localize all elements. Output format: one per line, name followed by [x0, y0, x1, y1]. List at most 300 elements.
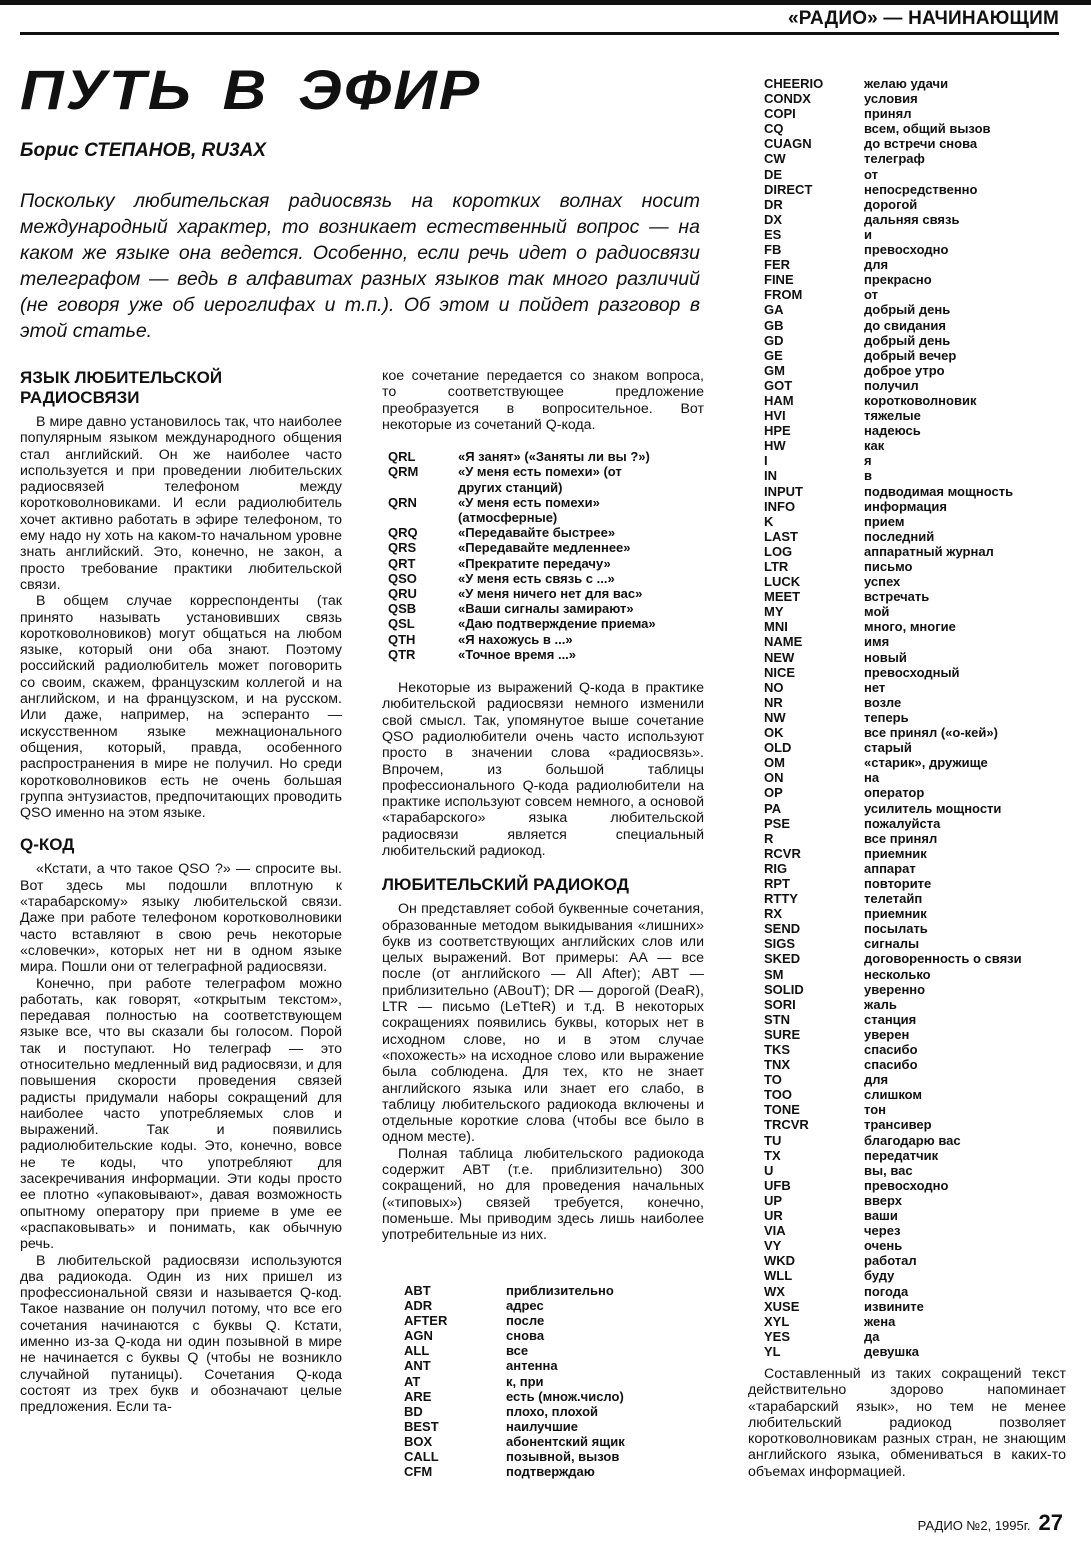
q-code: QRU [388, 586, 417, 602]
abbreviation-code: RIG [764, 860, 788, 876]
abbreviation-meaning: антенна [506, 1358, 558, 1374]
abbreviation-code: OM [764, 755, 785, 771]
abbreviation-meaning: девушка [864, 1343, 919, 1359]
paragraph: В любительской радиосвязи используются два радиокода. Один из них пришел из профессиональной связи и называется Q-код. Такое название он получил потому, что все его сочетания начинаются с буквы Q. Кстати, именно из-за Q-кода ни один позывной в мире не начинается с буквы Q (чтобы не возникло случайной путаницы). Сочетания Q-кода состоят из трех букв и обозначают целые предложения. Если та- [20, 1252, 342, 1416]
abbreviation-code: LOG [764, 543, 793, 559]
abbreviation-row [764, 1344, 1064, 1359]
abbreviation-meaning: условия [864, 91, 918, 107]
abbreviation-row [764, 1299, 1064, 1314]
abbreviation-row [764, 453, 1064, 468]
abbreviation-row [404, 1389, 704, 1404]
q-code-row [388, 464, 704, 494]
abbreviation-row [764, 393, 1064, 408]
abbreviation-code: TNX [764, 1057, 790, 1073]
abbreviation-row [764, 348, 1064, 363]
q-code: QRN [388, 494, 417, 510]
abbreviation-code: INPUT [764, 483, 803, 499]
abbreviation-row [764, 468, 1064, 483]
q-code: QRT [388, 555, 416, 571]
abbreviation-meaning: до встречи снова [864, 136, 978, 152]
abbreviation-code: FROM [764, 287, 803, 303]
abbreviation-row [764, 982, 1064, 997]
abbreviation-row [764, 785, 1064, 800]
abbreviation-code: HVI [764, 408, 786, 424]
abbreviation-row [764, 1148, 1064, 1163]
q-code-row [388, 449, 704, 464]
abbreviation-code: GA [764, 302, 784, 318]
abbreviation-code: TRCVR [764, 1117, 809, 1133]
abbreviation-meaning: адрес [506, 1298, 544, 1314]
abbreviation-code: GB [764, 317, 784, 333]
abbreviation-row [764, 212, 1064, 227]
abbreviation-code: SORI [764, 996, 796, 1012]
abbreviation-row [764, 665, 1064, 680]
q-meaning: «Передавайте медленнее» [458, 540, 631, 556]
abbreviation-row [764, 1193, 1064, 1208]
abbreviation-meaning: от [864, 287, 878, 303]
abbreviation-code: MNI [764, 619, 788, 635]
abbreviation-row [764, 106, 1064, 121]
abbreviation-row [764, 559, 1064, 574]
q-meaning: «Я нахожусь в ...» [458, 631, 573, 647]
abbreviation-code: TONE [764, 1102, 800, 1118]
abbreviation-row [764, 484, 1064, 499]
abbreviation-code: U [764, 1162, 774, 1178]
abbreviation-code: K [764, 513, 774, 529]
abbreviation-meaning: благодарю вас [864, 1132, 961, 1148]
q-code: QRM [388, 464, 419, 480]
q-meaning: «Я занят» («Заняты ли вы ?») [458, 449, 650, 465]
column-1 [20, 368, 342, 1416]
q-code-row [388, 495, 704, 525]
abbreviation-meaning: письмо [864, 559, 913, 574]
abbreviation-code: XYL [764, 1313, 790, 1329]
abbreviation-code: PSE [764, 815, 791, 831]
abbreviation-code: ANT [404, 1358, 431, 1374]
abbreviation-meaning: надеюсь [864, 423, 921, 439]
abbreviation-meaning: есть (множ.число) [506, 1388, 624, 1404]
abbreviation-code: NR [764, 694, 783, 710]
abbreviation-meaning: пожалуйста [864, 815, 941, 831]
abbreviation-meaning: сигналы [864, 936, 920, 952]
abbreviation-meaning: старый [864, 740, 912, 756]
abbreviation-table-part-2 [764, 76, 1064, 1359]
abbreviation-code: TO [764, 1072, 782, 1088]
abbreviation-meaning: все принял («о-кей») [864, 725, 998, 741]
abbreviation-meaning: дорогой [864, 196, 918, 212]
abbreviation-row [404, 1449, 704, 1464]
article-lead: Поскольку любительская радиосвязь на коротких волнах носит международный характер, то возникает естественный вопрос — на каком же языке она ведется. Особенно, если речь идет о радиосвязи телеграфом — ведь в алфавитах разных языков так много различий (не говоря уже об иероглифах и т.п.). Об этом и пойдет разговор в этой статье. [20, 190, 700, 342]
column-3-conclusion [748, 1366, 1066, 1480]
abbreviation-row [764, 1284, 1064, 1299]
abbreviation-meaning: оператор [864, 785, 925, 801]
abbreviation-code: FINE [764, 272, 794, 288]
abbreviation-code: WX [764, 1283, 785, 1299]
abbreviation-row [764, 1117, 1064, 1132]
abbreviation-code: OK [764, 725, 784, 741]
abbreviation-code: HPE [764, 423, 791, 439]
abbreviation-code: SIGS [764, 936, 796, 952]
paragraph: В мире давно установилось так, что наиболее популярным языком международного общения стал английский. Он же наиболее часто используется и при проведении любительских радиосвязей телефоном между коротковолновиками. И если радиолюбитель хочет активно работать в эфире телефоном, то ему надо ну хоть на каком-то начальном уровне знать английский. Это, конечно, не закон, а просто требование практики любительской связи. [20, 414, 342, 593]
abbreviation-code: PA [764, 800, 782, 816]
q-code-row [388, 540, 704, 555]
paragraph: Он представляет собой буквенные сочетания, образованные методом выкидывания «лишних» букв из соответствующих английских слов или целых выражений. Вот примеры: AA — все после (от английского — All After); ABT — приблизительно (ABouT); DR — дорогой (DeaR), LTR — письмо (LeTteR) и т.д. В некоторых сокращениях появились буквы, которых нет в исходном слове, но и в этом случае «похожесть» на исходное слово или выражение была соблюдена. Для тех, кто не знает английского языка или знает его слабо, в таблицу любительского радиокода включены и отдельные короткие слова (чтобы все было в одном месте). [382, 901, 704, 1146]
paragraph: «Кстати, а что такое QSO ?» — спросите вы. Вот здесь мы подошли вплотную к «тарабарскому» языку любительской связи. Даже при работе телефоном коротковолновики часто вставляют в свою речь некоторые «словечки», которых нет ни в одном языке мира. Пошли они от телеграфной радиосвязи. [20, 861, 342, 976]
q-meaning: «Передавайте быстрее» [458, 525, 616, 541]
abbreviation-row [764, 227, 1064, 242]
q-code: QRL [388, 449, 416, 465]
q-code-row [388, 556, 704, 571]
abbreviation-row [764, 91, 1064, 106]
q-code-row [388, 616, 704, 631]
abbreviation-meaning: добрый день [864, 332, 951, 348]
paragraph: В общем случае корреспонденты (так принято называть установивших связь коротковолновиков) могут общаться на любом языке, который они оба знают. Поэтому российский радиолюбитель может поговорить со своим, скажем, французским коллегой и на английском, и на французском, и на русском. Или даже, например, на эсперанто — искусственном языке межнационального общения, который, правда, особенного распространения в мире не получил. Но среди коротковолновиков есть не очень большая группа энтузиастов, предпочитающих проводить QSO именно на этом языке. [20, 593, 342, 822]
abbreviation-row [764, 272, 1064, 287]
abbreviation-code: SM [764, 966, 784, 982]
abbreviation-row [404, 1404, 704, 1419]
abbreviation-row [764, 514, 1064, 529]
abbreviation-meaning: работал [864, 1253, 917, 1269]
section-heading-q-code: Q-КОД [20, 835, 75, 855]
abbreviation-row [764, 182, 1064, 197]
abbreviation-code: CHEERIO [764, 76, 824, 91]
q-code: QRQ [388, 525, 418, 541]
abbreviation-code: YES [764, 1328, 791, 1344]
abbreviation-row [764, 1238, 1064, 1253]
abbreviation-code: DR [764, 196, 783, 212]
abbreviation-row [764, 1012, 1064, 1027]
abbreviation-meaning: договоренность о связи [864, 951, 1022, 967]
abbreviation-row [764, 876, 1064, 891]
abbreviation-meaning: извините [864, 1298, 924, 1314]
abbreviation-code: OP [764, 785, 783, 801]
abbreviation-meaning: усилитель мощности [864, 800, 1002, 816]
abbreviation-code: BD [404, 1403, 423, 1419]
abbreviation-code: GM [764, 362, 785, 378]
abbreviation-meaning: прекрасно [864, 272, 932, 288]
q-code-row [388, 632, 704, 647]
abbreviation-meaning: добрый вечер [864, 347, 957, 363]
abbreviation-meaning: абонентский ящик [506, 1433, 625, 1449]
abbreviation-code: CFM [404, 1464, 433, 1480]
abbreviation-code: NEW [764, 649, 795, 665]
abbreviation-row [764, 1057, 1064, 1072]
abbreviation-code: AGN [404, 1328, 433, 1344]
abbreviation-code: AFTER [404, 1313, 448, 1329]
abbreviation-row [764, 151, 1064, 166]
abbreviation-row [404, 1434, 704, 1449]
paragraph: кое сочетание передается со знаком вопроса, то соответствующее предложение преобразуется в вопросительное. Вот некоторые из сочетаний Q-кода. [382, 368, 704, 433]
abbreviation-meaning: последний [864, 528, 935, 544]
q-code: QSO [388, 570, 417, 586]
abbreviation-meaning: подтверждаю [506, 1464, 595, 1480]
abbreviation-code: GE [764, 347, 783, 363]
abbreviation-row [764, 1163, 1064, 1178]
abbreviation-row [764, 951, 1064, 966]
abbreviation-meaning: для [864, 1072, 889, 1088]
abbreviation-row [764, 695, 1064, 710]
abbreviation-code: VIA [764, 1223, 786, 1239]
abbreviation-row [764, 891, 1064, 906]
abbreviation-row [764, 831, 1064, 846]
abbreviation-row [764, 710, 1064, 725]
abbreviation-meaning: всем, общий вызов [864, 121, 991, 137]
abbreviation-row [764, 906, 1064, 921]
abbreviation-row [764, 1133, 1064, 1148]
abbreviation-code: STN [764, 1011, 790, 1027]
abbreviation-code: VY [764, 1238, 782, 1254]
q-code-table [388, 449, 704, 662]
abbreviation-code: UP [764, 1192, 783, 1208]
paragraph: Составленный из таких сокращений текст действительно здорово напоминает «тарабарский язык», но тем не менее любительский радиокод позволяет коротковолновикам разных стран, не знающим английского языка, обмениваться в каких-то объемах информацией. [748, 1366, 1066, 1480]
abbreviation-meaning: слишком [864, 1087, 923, 1103]
abbreviation-row [764, 619, 1064, 634]
section-rubric: «РАДИО» — НАЧИНАЮЩИМ [788, 8, 1059, 29]
abbreviation-meaning: встречать [864, 589, 930, 605]
page-number: 27 [1038, 1510, 1063, 1535]
abbreviation-code: COPI [764, 106, 796, 122]
abbreviation-code: CONDX [764, 91, 811, 107]
abbreviation-code: IN [764, 468, 777, 484]
abbreviation-row [764, 1268, 1064, 1283]
abbreviation-code: TOO [764, 1087, 792, 1103]
abbreviation-row [764, 770, 1064, 785]
abbreviation-meaning: ваши [864, 1208, 898, 1224]
abbreviation-row [764, 136, 1064, 151]
q-code: QSL [388, 616, 415, 632]
abbreviation-meaning: да [864, 1328, 880, 1344]
abbreviation-code: LAST [764, 528, 798, 544]
abbreviation-meaning: на [864, 770, 880, 786]
abbreviation-code: UR [764, 1208, 783, 1224]
abbreviation-meaning: аппарат [864, 860, 916, 876]
abbreviation-row [404, 1343, 704, 1358]
q-code-row [388, 647, 704, 662]
abbreviation-meaning: снова [506, 1328, 545, 1344]
abbreviation-row [764, 363, 1064, 378]
q-meaning: «Прекратите передачу» [458, 555, 611, 571]
abbreviation-row [764, 423, 1064, 438]
abbreviation-row [764, 650, 1064, 665]
abbreviation-meaning: тяжелые [864, 408, 921, 424]
abbreviation-row [764, 861, 1064, 876]
abbreviation-code: R [764, 830, 774, 846]
abbreviation-meaning: все принял [864, 830, 938, 846]
abbreviation-code: LUCK [764, 574, 801, 590]
q-meaning: «У меня есть помехи» (от других станций) [458, 464, 622, 495]
abbreviation-row [764, 333, 1064, 348]
abbreviation-meaning: передатчик [864, 1147, 939, 1163]
abbreviation-code: INFO [764, 498, 796, 514]
abbreviation-code: CQ [764, 121, 784, 137]
q-meaning: «Точное время ...» [458, 646, 577, 662]
abbreviation-meaning: нет [864, 679, 886, 695]
abbreviation-row [764, 967, 1064, 982]
abbreviation-code: DIRECT [764, 181, 813, 197]
abbreviation-row [764, 1102, 1064, 1117]
abbreviation-meaning: спасибо [864, 1042, 918, 1057]
abbreviation-meaning: все [506, 1343, 529, 1359]
abbreviation-row [764, 1042, 1064, 1057]
abbreviation-meaning: успех [864, 574, 901, 590]
abbreviation-meaning: мой [864, 604, 890, 620]
abbreviation-code: OLD [764, 740, 792, 756]
abbreviation-meaning: непосредственно [864, 181, 978, 197]
abbreviation-row [764, 529, 1064, 544]
page-footer [918, 1510, 1063, 1536]
abbreviation-code: NAME [764, 634, 803, 650]
abbreviation-row [764, 499, 1064, 514]
q-meaning: «У меня есть помехи» (атмосферные) [458, 494, 600, 525]
issue-label: РАДИО №2, 1995г. [917, 1518, 1031, 1533]
abbreviation-code: GD [764, 332, 784, 348]
abbreviation-meaning: буду [864, 1268, 895, 1284]
abbreviation-meaning: возле [864, 694, 902, 710]
abbreviation-code: ES [764, 226, 782, 242]
abbreviation-row [404, 1419, 704, 1434]
abbreviation-code: CW [764, 151, 786, 167]
abbreviation-meaning: превосходный [864, 664, 960, 680]
abbreviation-meaning: и [864, 226, 872, 242]
abbreviation-meaning: позывной, вызов [506, 1449, 620, 1465]
abbreviation-meaning: от [864, 166, 878, 182]
abbreviation-meaning: к, при [506, 1373, 544, 1389]
abbreviation-row [764, 121, 1064, 136]
abbreviation-code: I [764, 453, 768, 469]
abbreviation-row [764, 287, 1064, 302]
abbreviation-code: ON [764, 770, 784, 786]
abbreviation-code: ALL [404, 1343, 430, 1359]
abbreviation-meaning: через [864, 1223, 901, 1239]
abbreviation-row [764, 1329, 1064, 1344]
abbreviation-code: NO [764, 679, 784, 695]
rubric-rule [20, 32, 1059, 35]
abbreviation-meaning: информация [864, 498, 948, 514]
abbreviation-meaning: после [506, 1313, 545, 1329]
abbreviation-code: RCVR [764, 845, 801, 861]
abbreviation-code: YL [764, 1343, 781, 1359]
abbreviation-row [764, 1087, 1064, 1102]
abbreviation-row [764, 816, 1064, 831]
abbreviation-meaning: для [864, 257, 889, 273]
abbreviation-row [764, 76, 1064, 91]
abbreviation-code: HW [764, 438, 786, 454]
abbreviation-row [764, 680, 1064, 695]
article-title: ПУТЬ В ЭФИР [20, 58, 482, 121]
abbreviation-meaning: очень [864, 1238, 903, 1254]
abbreviation-meaning: вверх [864, 1192, 903, 1208]
abbreviation-meaning: уверен [864, 1026, 910, 1042]
q-code-row [388, 525, 704, 540]
q-meaning: «Даю подтверждение приема» [458, 616, 656, 632]
abbreviation-row [764, 997, 1064, 1012]
abbreviation-code: RTTY [764, 891, 798, 907]
abbreviation-meaning: плохо, плохой [506, 1403, 599, 1419]
abbreviation-row [764, 302, 1064, 317]
paragraph: Некоторые из выражений Q-кода в практике любительской радиосвязи немного изменили свой смысл. Так, упомянутое выше сочетание QSO радиолюбители очень часто используют просто в значении слова «радиосвязь». Впрочем, из большой таблицы профессионального Q-кода радиолюбители на практике используют совсем немного, а основой «тарабарского» языка любительской радиосвязи является специальный любительский радиокод. [382, 680, 704, 859]
abbreviation-code: TU [764, 1132, 782, 1148]
abbreviation-row [764, 1253, 1064, 1268]
abbreviation-code: RX [764, 906, 783, 922]
paragraph: Полная таблица любительского радиокода содержит ABT (т.е. приблизительно) 300 сокращений, но для проведения начальных («типовых») связей требуется, конечно, поменьше. Мы приводим здесь лишь наиболее употребительные из них. [382, 1145, 704, 1244]
abbreviation-meaning: тон [864, 1102, 886, 1118]
abbreviation-row [764, 197, 1064, 212]
abbreviation-meaning: погода [864, 1283, 909, 1299]
abbreviation-code: SOLID [764, 981, 804, 997]
abbreviation-code: SEND [764, 921, 801, 937]
abbreviation-row [764, 725, 1064, 740]
abbreviation-code: BEST [404, 1418, 439, 1434]
abbreviation-meaning: добрый день [864, 302, 951, 318]
abbreviation-row [764, 801, 1064, 816]
abbreviation-code: HAM [764, 392, 794, 408]
abbreviation-meaning: получил [864, 377, 919, 393]
abbreviation-meaning: до свидания [864, 317, 946, 333]
abbreviation-meaning: я [864, 453, 872, 469]
abbreviation-meaning: повторите [864, 875, 932, 891]
q-code: QTR [388, 646, 416, 662]
abbreviation-row [764, 257, 1064, 272]
abbreviation-code: WKD [764, 1253, 796, 1269]
abbreviation-code: ADR [404, 1298, 433, 1314]
abbreviation-row [404, 1328, 704, 1343]
abbreviation-row [764, 574, 1064, 589]
abbreviation-row [764, 378, 1064, 393]
abbreviation-code: NICE [764, 664, 796, 680]
abbreviation-row [764, 318, 1064, 333]
section-heading-language: ЯЗЫК ЛЮБИТЕЛЬСКОЙ РАДИОСВЯЗИ [20, 368, 223, 407]
paragraph: Конечно, при работе телеграфом можно работать, как говорят, «открытым текстом», передавая полностью на соответствующем языке все, что вы сказали бы голосом. Порой так и поступают. Но телеграф — это относительно медленный вид радиосвязи, и для повышения скорости проведения связей радисты придумали наборы сокращений для наиболее часто употребляемых слов и выражений. Так и появились радиолюбительские коды. Это, конечно, вовсе не те коды, что употребляют для засекречивания информации. Эти коды просто ее плотно «упаковывают», давая возможность опытному оператору при приеме в уме ее «распаковывать» и понимать, как обычную речь. [20, 975, 342, 1253]
abbreviation-meaning: несколько [864, 966, 931, 982]
abbreviation-meaning: подводимая мощность [864, 483, 1014, 499]
abbreviation-meaning: принял [864, 106, 912, 122]
abbreviation-meaning: «старик», дружище [864, 755, 988, 771]
abbreviation-meaning: теперь [864, 709, 909, 725]
abbreviation-meaning: уверенно [864, 981, 926, 997]
abbreviation-row [764, 438, 1064, 453]
abbreviation-meaning: новый [864, 649, 907, 665]
abbreviation-meaning: аппаратный журнал [864, 543, 994, 559]
abbreviation-row [764, 544, 1064, 559]
abbreviation-code: MY [764, 604, 784, 620]
abbreviation-row [764, 846, 1064, 861]
abbreviation-row [404, 1374, 704, 1389]
abbreviation-row [764, 242, 1064, 257]
q-code: QRS [388, 540, 417, 556]
abbreviation-row [764, 1027, 1064, 1042]
abbreviation-code: FER [764, 257, 790, 273]
abbreviation-meaning: превосходно [864, 1177, 949, 1193]
abbreviation-code: WLL [764, 1268, 793, 1284]
abbreviation-meaning: как [864, 438, 885, 454]
abbreviation-meaning: приблизительно [506, 1283, 614, 1298]
abbreviation-meaning: спасибо [864, 1057, 918, 1073]
abbreviation-row [764, 1208, 1064, 1223]
abbreviation-table-part-1 [404, 1283, 704, 1479]
abbreviation-meaning: много, многие [864, 619, 956, 635]
abbreviation-code: CUAGN [764, 136, 812, 152]
abbreviation-code: MEET [764, 589, 801, 605]
top-rule [0, 0, 1091, 5]
abbreviation-code: TX [764, 1147, 781, 1163]
abbreviation-code: DE [764, 166, 783, 182]
abbreviation-row [764, 936, 1064, 951]
abbreviation-code: GOT [764, 377, 793, 393]
abbreviation-code: SKED [764, 951, 801, 967]
q-code-row [388, 571, 704, 586]
abbreviation-meaning: посылать [864, 921, 928, 937]
abbreviation-code: XUSE [764, 1298, 800, 1314]
